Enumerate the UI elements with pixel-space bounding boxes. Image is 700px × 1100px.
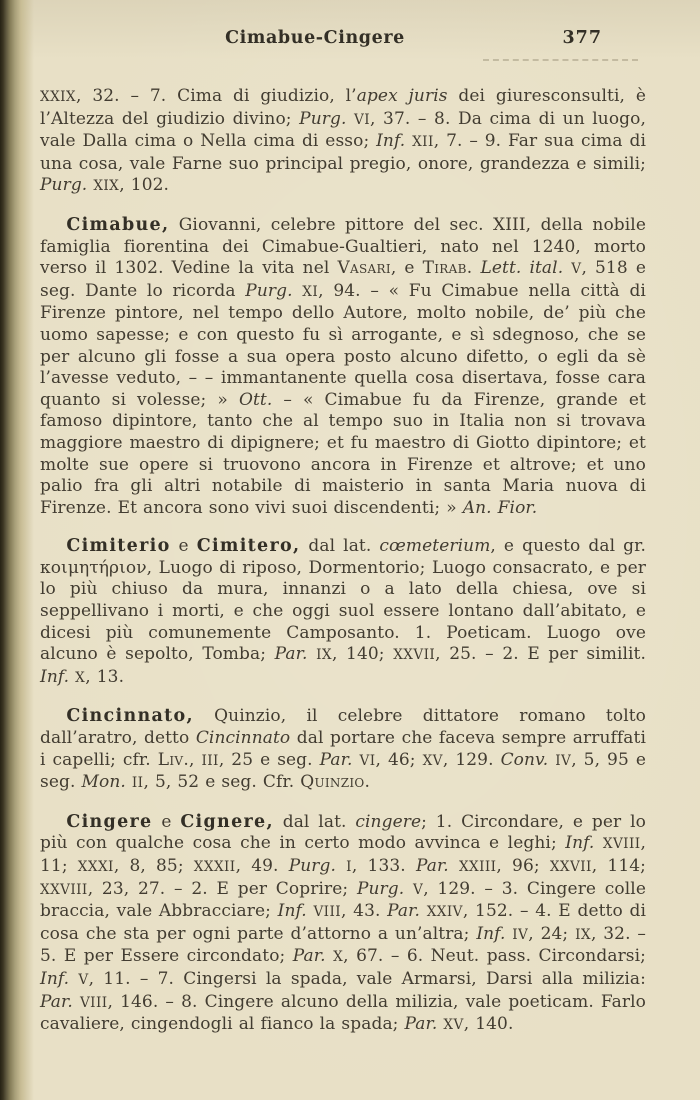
text-segment: Mon. bbox=[81, 772, 126, 793]
text-segment: VI bbox=[354, 111, 371, 128]
text-segment: Quinzio, il celebre dittatore romano tolto dall’aratro, detto bbox=[40, 706, 646, 749]
text-segment: , 13. bbox=[85, 666, 125, 687]
text-segment: Conv. bbox=[500, 749, 549, 770]
text-segment: XXVIII bbox=[40, 881, 88, 898]
text-segment: , 94. – « Fu Cimabue nella città di Firenze pintore, nel tempo dello Autore, molto nobile, de’ più che uomo sapesse; e con questo fu sì arrogante, e sì sdegnoso, che se per alcuno gli fosse a sua opera posto alcuno difetto, o egli da sè l’avesse veduto, – – immantanente quella cosa disertava, fosse cara quanto si volesse; » bbox=[40, 280, 646, 410]
text-segment: Lett. ital. bbox=[480, 258, 564, 279]
text-segment: Tirab. bbox=[422, 258, 473, 279]
text-segment: , 8, 85; bbox=[113, 856, 194, 876]
text-segment: e bbox=[170, 536, 197, 557]
text-segment: dal portare che faceva sempre arruffati i capelli; cfr. bbox=[40, 728, 647, 770]
text-segment bbox=[73, 992, 80, 1012]
text-segment: IV bbox=[512, 926, 529, 943]
text-segment: , 32. – 7. Cima di giudizio, l’ bbox=[76, 86, 357, 106]
text-segment: IX bbox=[575, 926, 591, 943]
text-segment bbox=[69, 969, 78, 989]
text-segment: , 146. – 8. Cingere alcuno della milizia, vale poeticam. Farlo cavaliere, cingendogli al fianco la spada; bbox=[40, 991, 646, 1035]
text-segment: X bbox=[333, 949, 344, 966]
text-segment: XXIV bbox=[426, 904, 463, 921]
text-segment: Liv. bbox=[157, 749, 190, 770]
text-segment: , 11; bbox=[40, 833, 646, 876]
paragraph-cimiterio bbox=[40, 536, 646, 689]
text-segment: VI bbox=[359, 752, 376, 769]
text-segment bbox=[308, 644, 317, 664]
text-segment: VIII bbox=[313, 904, 341, 921]
text-segment: Purg. bbox=[288, 856, 336, 876]
text-segment: Cimabue, bbox=[66, 214, 170, 235]
text-segment: – « Cimabue fu da Firenze, grande et famoso dipintore, tanto che al tempo suo in Italia non si trovava maggiore maestro di dipignere; et fu maestro di Giotto dipintore; et molte sue opere si truovono ancora in Firenze et altrove; et uno palio fra gli altri notabile di maisterio in santa Maria nuova di Firenze. Et ancora sono vivi suoi discendenti; » bbox=[40, 389, 646, 518]
text-segment: , 37. – 8. Da cima di un luogo, vale Dalla cima o Nella cima di esso; bbox=[40, 108, 647, 152]
text-segment bbox=[293, 281, 303, 301]
text-segment: XXXII bbox=[193, 859, 236, 875]
text-segment: , 518 e seg. Dante lo ricorda bbox=[40, 258, 646, 301]
text-segment: , 43. bbox=[340, 901, 388, 922]
text-segment: XXXI bbox=[77, 859, 114, 875]
text-segment: dal lat. bbox=[300, 536, 380, 557]
text-segment: Par. bbox=[319, 749, 353, 770]
text-segment: , 133. bbox=[351, 856, 416, 876]
text-segment: Purg. bbox=[356, 878, 405, 899]
paragraph-cimabue bbox=[40, 215, 646, 519]
text-segment: Par. bbox=[387, 901, 421, 922]
text-segment: Purg. bbox=[245, 280, 293, 301]
text-segment: , 24; bbox=[528, 923, 576, 944]
text-segment: , 25 e seg. bbox=[218, 749, 320, 770]
text-segment: V bbox=[78, 971, 89, 988]
text-segment: Inf. bbox=[40, 666, 70, 687]
text-segment: Purg. bbox=[299, 108, 347, 129]
text-segment: XXVII bbox=[393, 647, 436, 664]
scan-artifact-dashes bbox=[483, 59, 638, 61]
text-segment bbox=[404, 879, 413, 899]
text-segment: , 129. – 3. Cingere colle braccia, vale Abbracciare; bbox=[40, 878, 646, 922]
text-segment: Giovanni, celebre pittore del sec. XIII, della nobile famiglia fiorentina dei Cimabue-Gualtieri, nato nel 1240, morto verso il 1302. Vedine la vita nel bbox=[40, 214, 646, 279]
text-segment: , 7. – 9. Far sua cima di una cosa, vale Farne suo principal pregio, onore, grandezza e simili; bbox=[40, 131, 646, 174]
text-segment: , e bbox=[390, 258, 423, 279]
text-segment: Cignere, bbox=[180, 811, 274, 832]
text-segment: e bbox=[152, 811, 181, 832]
text-segment: Inf. bbox=[277, 901, 307, 922]
text-segment: , 25. – 2. E per similit. bbox=[435, 644, 646, 665]
text-segment: Par. bbox=[292, 946, 326, 967]
text-segment: , 152. – 4. E detto di cosa che sta per ogni parte d’attorno a un’altra; bbox=[40, 901, 646, 944]
text-segment: , e questo dal gr. κοιμητήριον, Luogo di riposo, Dormentorio; Luogo consacrato, e per lo più chiuso da mura, innanzi o a lato della chiesa, ove si seppellivano i morti, e che oggi suol essere lontano dall’abitato, e dicesi più comunemente Camposanto. 1. Poeticam. Luogo ove alcuno è sepolto, Tomba; bbox=[40, 536, 646, 665]
text-segment: Ott. bbox=[238, 389, 273, 410]
text-segment: XII bbox=[412, 134, 434, 151]
text-segment: Inf. bbox=[476, 923, 506, 944]
text-segment bbox=[346, 109, 354, 129]
text-segment: Cimiterio bbox=[66, 536, 171, 557]
text-segment: apex juris bbox=[356, 86, 448, 106]
text-segment: , 5, 95 e seg. bbox=[40, 749, 647, 793]
text-segment: I bbox=[346, 859, 352, 875]
text-segment: V bbox=[571, 261, 582, 278]
text-segment: Par. bbox=[415, 856, 449, 876]
paragraph-cingere bbox=[40, 812, 646, 1037]
text-segment: , 32. – 5. E per Essere circondato; bbox=[40, 923, 646, 967]
text-segment: XV bbox=[422, 752, 443, 769]
text-segment: Cimitero, bbox=[196, 536, 301, 557]
text-segment: Par. bbox=[274, 644, 308, 665]
text-segment: , 5, 52 e seg. Cfr. bbox=[143, 772, 301, 793]
text-segment: Quinzio bbox=[300, 772, 365, 793]
text-segment: XXIX bbox=[40, 89, 77, 105]
text-segment bbox=[420, 901, 427, 921]
text-segment: , 23, 27. – 2. E per Coprire; bbox=[87, 878, 357, 899]
text-segment: XV bbox=[443, 1017, 464, 1034]
text-segment: XXVII bbox=[549, 859, 592, 875]
paragraph-cincinnato bbox=[40, 706, 646, 794]
text-segment: Cincinnato, bbox=[66, 706, 194, 727]
page-header bbox=[40, 28, 646, 54]
text-segment: dei giuresconsulti, è l’Altezza del giudizio divino; bbox=[40, 86, 646, 129]
text-segment: ; 1. Circondare, e per lo più con qualche cosa che in certo modo avvinca e leghi; bbox=[40, 811, 646, 854]
text-segment: , 49. bbox=[235, 856, 289, 876]
text-segment: , 129. bbox=[442, 749, 501, 770]
text-segment: , bbox=[189, 749, 202, 770]
text-segment: Par. bbox=[40, 991, 73, 1012]
text-segment: , 114; bbox=[591, 856, 646, 876]
text-segment bbox=[449, 856, 459, 876]
text-segment: XXIII bbox=[458, 859, 497, 875]
text-segment: Par. bbox=[404, 1014, 438, 1035]
text-segment: X bbox=[75, 669, 86, 686]
text-segment: , 140. bbox=[463, 1014, 514, 1035]
text-segment: , 67. – 6. Neut. pass. Circondarsi; bbox=[343, 946, 646, 967]
text-block bbox=[40, 86, 646, 1037]
text-segment: Inf. bbox=[40, 968, 70, 989]
text-segment: , 96; bbox=[496, 856, 550, 876]
text-segment: An. Fior. bbox=[462, 497, 538, 518]
text-segment bbox=[326, 946, 333, 966]
text-segment: III bbox=[201, 752, 219, 769]
page-content bbox=[40, 28, 646, 1037]
text-segment: V bbox=[412, 881, 424, 898]
text-segment bbox=[594, 833, 602, 853]
text-segment: IV bbox=[555, 752, 572, 769]
text-segment: , 11. – 7. Cingersi la spada, vale Armarsi, Darsi alla milizia: bbox=[88, 968, 646, 989]
text-segment: XIX bbox=[93, 178, 120, 195]
text-segment: Inf. bbox=[565, 833, 595, 854]
running-title: Cimabue-Cingere bbox=[225, 28, 405, 48]
paragraph-cima-continuation bbox=[40, 86, 646, 198]
binding-edge bbox=[0, 0, 34, 1100]
text-segment: Cingere bbox=[66, 811, 153, 832]
text-segment: , 140; bbox=[331, 644, 394, 665]
text-segment: XVIII bbox=[602, 836, 641, 853]
text-segment: VIII bbox=[79, 994, 108, 1011]
text-segment: cœmeterium bbox=[379, 536, 491, 557]
text-segment: IX bbox=[316, 647, 332, 664]
text-segment: , 102. bbox=[119, 175, 170, 196]
text-segment: . bbox=[364, 772, 371, 793]
text-segment bbox=[336, 856, 346, 876]
text-segment: Vasari bbox=[337, 258, 391, 279]
page-number: 377 bbox=[562, 28, 602, 48]
text-segment: dal lat. bbox=[273, 811, 356, 832]
text-segment: Cincinnato bbox=[195, 728, 291, 749]
text-segment: XI bbox=[302, 283, 319, 300]
text-segment: cingere bbox=[355, 811, 422, 832]
text-segment: Inf. bbox=[376, 131, 406, 152]
text-segment: , 46; bbox=[375, 749, 423, 770]
text-segment: II bbox=[131, 775, 144, 792]
text-segment: Purg. bbox=[40, 175, 88, 196]
